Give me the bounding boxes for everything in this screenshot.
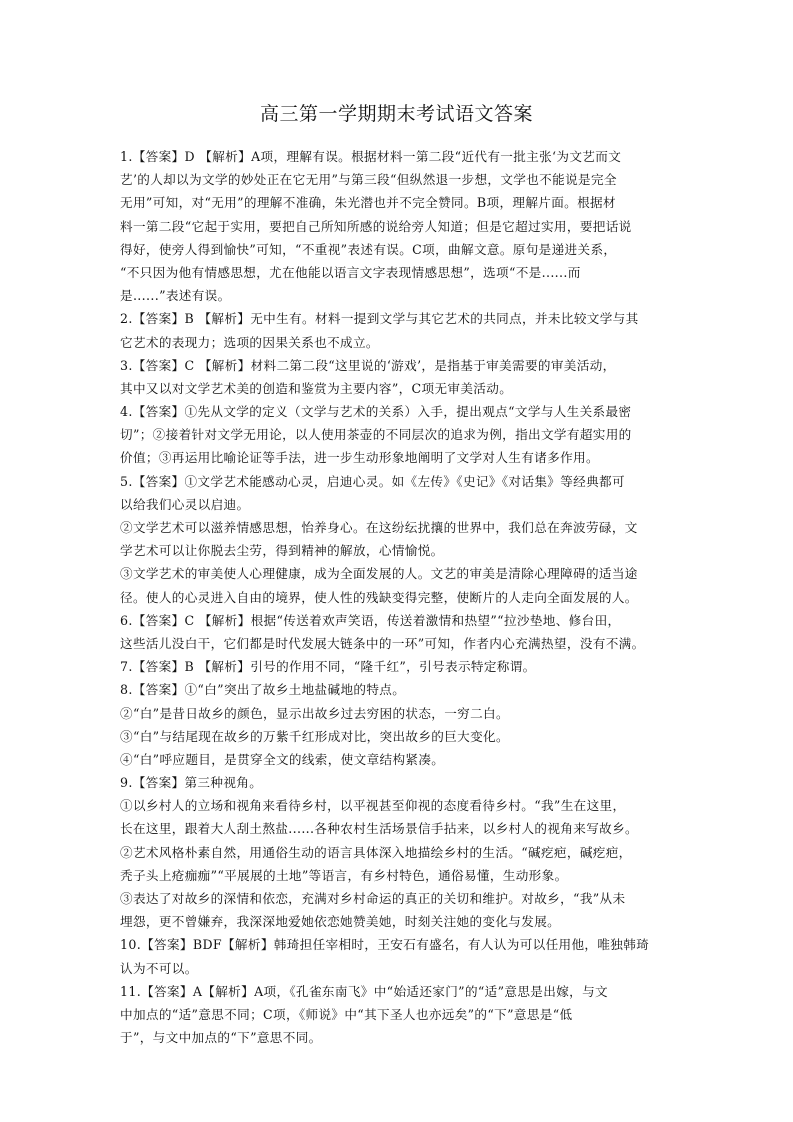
text-line: 1.【答案】D 【解析】A项，理解有误。根据材料一第二段“近代有一批主张‘为文艺而文 [120, 149, 622, 164]
text-line: 2.【答案】B 【解析】无中生有。材料一提到文学与其它艺术的共同点，并未比较文学与其 [120, 311, 639, 327]
text-line: 这些活儿没白干，它们都是时代发展大链条中的一环”可知，作者内心充满热望，没有不满。 [120, 635, 645, 651]
text-line: 它艺术的表现力；选项的因果关系也不成立。 [120, 334, 379, 350]
text-line: 认为不可以。 [120, 960, 198, 976]
text-line: 无用”可知，对“无用”的理解不准确，朱光潜也并不完全赞同。B项，理解片面。根据材 [120, 195, 616, 211]
text-line: 8.【答案】①“白”突出了故乡土地盐碱地的特点。 [120, 682, 406, 698]
answer-body [120, 145, 676, 1049]
text-line: 学艺术可以让你脱去尘劳，得到精神的解放，心情愉悦。 [120, 543, 444, 559]
text-line: ④“白”呼应题目，是贯穿全文的线索，使文章结构紧凑。 [120, 751, 445, 767]
text-line: 径。使人的心灵进入自由的境界，使人性的残缺变得完整，使断片的人走向全面发展的人。 [120, 589, 638, 605]
text-line: ③文学艺术的审美使人心理健康，成为全面发展的人。文艺的审美是清除心理障碍的适当途 [120, 566, 638, 582]
text-line: 10.【答案】BDF【解析】韩琦担任宰相时，王安石有盛名，有人认为可以任用他，唯独韩琦 [120, 937, 650, 953]
text-line: 秃子头上疮痂痂”“平展展的土地”等语言，有乡村特色，通俗易懂，生动形象。 [120, 867, 568, 883]
text-line: ③表达了对故乡的深情和依恋，充满对乡村命运的真正的关切和维护。对故乡，“我”从未 [120, 891, 626, 906]
text-line: 料一第二段“它起于实用，要把自己所知所感的说给旁人知道；但是它超过实用，要把话说 [120, 218, 632, 234]
text-line: ①以乡村人的立场和视角来看待乡村，以平视甚至仰视的态度看待乡村。“我”生在这里， [120, 798, 626, 814]
text-line: 4.【答案】①先从文学的定义（文学与艺术的关系）入手，提出观点“文学与人生关系最密 [120, 404, 632, 420]
text-line: 价值；③再运用比喻论证等手法，进一步生动形象地阐明了文学对人生有诸多作用。 [120, 450, 599, 466]
text-line: 切”；②接着针对文学无用论，以人使用茶壶的不同层次的追求为例，指出文学有超实用的 [120, 427, 632, 443]
text-line: 6.【答案】C 【解析】根据“传送着欢声笑语，传送着激情和热望”“拉沙垫地、修台田， [120, 612, 621, 628]
text-line: 3.【答案】C 【解析】材料二第二段“这里说的‘游戏’，是指基于审美需要的审美活动， [120, 357, 616, 373]
text-line: 7.【答案】B 【解析】引号的作用不同，“隆千红”，引号表示特定称谓。 [120, 659, 536, 675]
text-line: 于”，与文中加点的“下”意思不同。 [120, 1030, 322, 1046]
text-line: 9.【答案】第三种视角。 [120, 775, 263, 791]
text-line: 是......”表述有误。 [120, 288, 231, 304]
text-line: 中加点的“适”意思不同；C项，《师说》中“其下圣人也亦远矣”的“下”意思是“低 [120, 1006, 573, 1022]
text-line: ③“白”与结尾现在故乡的万紫千红形成对比，突出故乡的巨大变化。 [120, 728, 509, 744]
text-line: 以给我们心灵以启迪。 [120, 496, 250, 512]
text-line: ②艺术风格朴素自然，用通俗生动的语言具体深入地描绘乡村的生活。“碱疙疤，碱疙疤， [120, 844, 632, 860]
text-line: “不只因为他有情感思想，尤在他能以语言文字表现情感思想”，选项“不是......而 [120, 264, 581, 280]
text-line: 其中又以对文学艺术美的创造和鉴赏为主要内容”，C项无审美活动。 [120, 380, 513, 396]
text-line: 长在这里，跟着大人刮土熬盐......各种农村生活场景信手拈来，以乡村人的视角来写故乡。 [120, 821, 638, 837]
text-line: ②“白”是昔日故乡的颜色，显示出故乡过去穷困的状态，一穷二白。 [120, 705, 509, 721]
text-line: 11.【答案】A【解析】A项，《孔雀东南飞》中“始适还家门”的“适”意思是出嫁，与文 [120, 983, 608, 999]
text-line: 得好，使旁人得到愉快”可知，“不重视”表述有误。C项，曲解文意。原句是递进关系， [120, 241, 617, 257]
text-line: 5.【答案】①文学艺术能感动心灵，启迪心灵。如《左传》《史记》《对话集》等经典都可 [120, 473, 625, 489]
text-line: 埋怨，更不曾嫌弃，我深深地爱她依恋她赞美她，时刻关注她的变化与发展。 [120, 914, 561, 930]
text-line: 艺’的人却以为文学的妙处正在它无用”与第三段“但纵然退一步想，文学也不能说是完全 [120, 172, 617, 188]
page-title: 高三第一学期期末考试语文答案 [259, 103, 533, 125]
text-line: ②文学艺术可以滋养情感思想，怡养身心。在这纷纭扰攘的世界中，我们总在奔波劳碌，文 [120, 520, 638, 535]
